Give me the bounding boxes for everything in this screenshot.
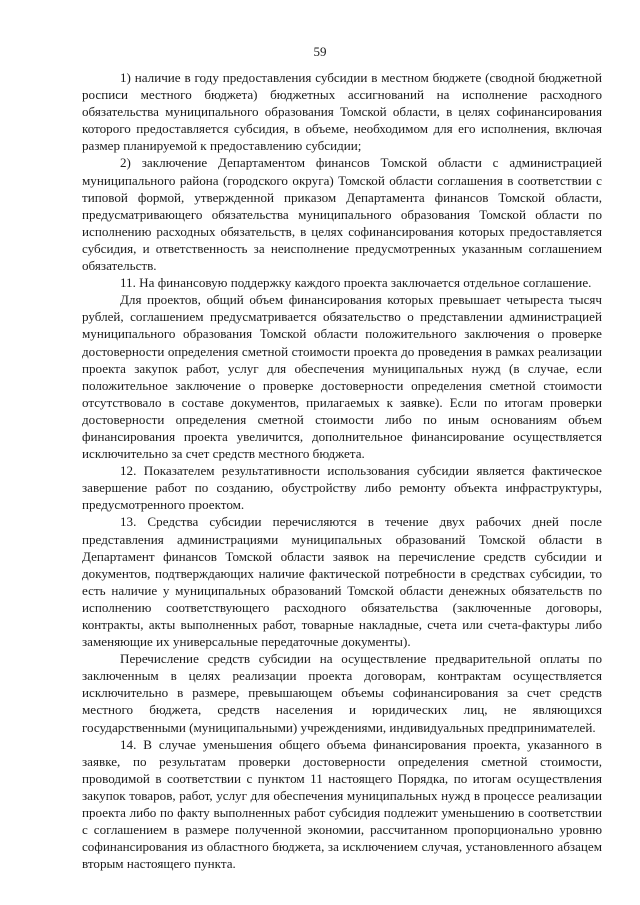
paragraph-item-1-condition: 1) наличие в году предоставления субсидии в местном бюджете (сводной бюджетной росписи местного бюджета) бюджетных ассигнований на исполнение расходного обязательства муниципального образования Томской области, в целях софинансирования которого предоставляется субсидия, в объеме, необходимом для его исполнения, включая размер планируемой к предоставлению субсидии; (82, 70, 602, 154)
paragraph-clause-11: 11. На финансовую поддержку каждого проекта заключается отдельное соглашение. (120, 275, 592, 291)
paragraph-item-2-agreement: 2) заключение Департаментом финансов Томской области с администрацией муниципального района (городского округа) Томской области соглашения в соответствии с типовой формой, утвержденной приказом Департамента финансов Томской области, предусматривающего обязательства муниципального образования Томской области по исполнению расходных обязательств, в целях софинансирования которых предоставляется субсидия, и ответственность за неисполнение предусмотренных указанным соглашением обязательств. (82, 155, 602, 274)
document-body (82, 69, 602, 872)
page-number: 59 (313, 44, 327, 59)
paragraph-clause-13-prepayment: Перечисление средств субсидии на осуществление предварительной оплаты по заключенным в целях реализации проекта договорам, контрактам осуществляется исключительно в размере, превышающем объемы софинансирования за счет средств местного бюджета, средств населения и юридических лиц, не являющихся государственными (муниципальными) учреждениями, индивидуальных предпринимателей. (82, 651, 602, 735)
paragraph-clause-14: 14. В случае уменьшения общего объема финансирования проекта, указанного в заявке, по результатам проверки достоверности определения сметной стоимости, проводимой в соответствии с пунктом 11 настоящего Порядка, по итогам осуществления закупок товаров, работ, услуг для обеспечения муниципальных нужд в процессе реализации проекта либо по факту выполненных работ субсидия подлежит уменьшению в соответствии с соглашением в размере полученной экономии, рассчитанном пропорционально уровню софинансирования из областного бюджета, за исключением случая, установленного абзацем вторым настоящего пункта. (82, 736, 602, 872)
paragraph-clause-12: 12. Показателем результативности использования субсидии является фактическое завершение работ по созданию, обустройству либо ремонту объекта инфраструктуры, предусмотренного проектом. (82, 463, 602, 513)
paragraph-clause-11-projects: Для проектов, общий объем финансирования которых превышает четыреста тысяч рублей, соглашением предусматривается обязательство о представлении администрацией муниципального образования Томской области положительного заключения о проверке достоверности определения сметной стоимости проекта до проведения в рамках реализации проекта закупок работ, услуг для обеспечения муниципальных нужд (в случае, если положительное заключение о проверке достоверности определения сметной стоимости отсутствовало в составе документов, прилагаемых к заявке). Если по итогам проверки достоверности определения сметной стоимости либо по иным основаниям объем финансирования проекта увеличится, дополнительное финансирование осуществляется исключительно за счет средств местного бюджета. (82, 292, 602, 462)
paragraph-clause-13: 13. Средства субсидии перечисляются в течение двух рабочих дней после представления администрациями муниципальных образований Томской области в Департамент финансов Томской области заявок на перечисление средств субсидии и документов, подтверждающих наличие фактической потребности в средствах субсидии, то есть наличие у муниципальных образований Томской области денежных обязательств по исполнению соответствующего расходного обязательства (заключенные договоры, контракты, акты выполненных работ, товарные накладные, счета или счета-фактуры либо заменяющие их универсальные передаточные документы). (82, 514, 602, 650)
